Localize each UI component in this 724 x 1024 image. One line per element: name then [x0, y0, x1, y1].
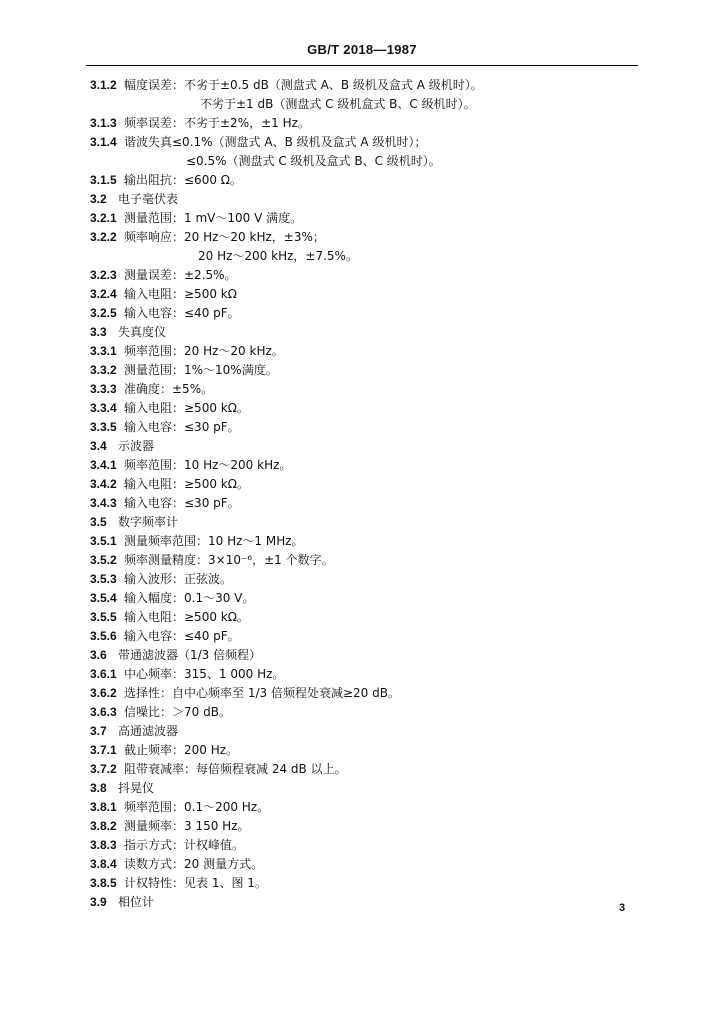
clause-text: 测量误差：±2.5%。 [124, 268, 237, 282]
clause-text: 测量频率：3 150 Hz。 [124, 819, 250, 833]
clause-number: 3.6.1 [90, 667, 117, 681]
clause-3-1-2 [90, 76, 640, 95]
clause-3-6-1 [90, 665, 640, 684]
clause-text: 输入电容：≤40 pF。 [124, 629, 240, 643]
clause-text: ≤0.5%（测盘式 C 级机及盒式 B、C 级机时）。 [186, 154, 441, 168]
clause-number: 3.3.3 [90, 382, 117, 396]
clause-3-1-4 [90, 133, 640, 152]
clause-number: 3.5.4 [90, 591, 117, 605]
clause-text: 信噪比：＞70 dB。 [124, 705, 231, 719]
clause-text: 中心频率：315、1 000 Hz。 [124, 667, 285, 681]
page-number: 3 [619, 902, 626, 914]
clause-number: 3.5.2 [90, 553, 117, 567]
clause-number: 3.2.2 [90, 230, 117, 244]
section-number: 3.5 [90, 515, 107, 529]
section-number: 3.3 [90, 325, 107, 339]
clause-number: 3.2.3 [90, 268, 117, 282]
clause-continuation [90, 95, 640, 114]
clause-text: 输出阻抗：≤600 Ω。 [124, 173, 242, 187]
clause-text: 计权特性：见表 1、图 1。 [124, 876, 267, 890]
clause-text: 输入电容：≤30 pF。 [124, 496, 240, 510]
clause-text: 频率范围：10 Hz～200 kHz。 [124, 458, 292, 472]
section-number: 3.4 [90, 439, 107, 453]
clause-number: 3.3.5 [90, 420, 117, 434]
section-3-8 [90, 779, 640, 798]
clause-3-8-2 [90, 817, 640, 836]
clause-number: 3.7.2 [90, 762, 117, 776]
section-3-3 [90, 323, 640, 342]
clause-number: 3.2.5 [90, 306, 117, 320]
clause-text: 选择性：自中心频率至 1/3 倍频程处衰减≥20 dB。 [124, 686, 400, 700]
clause-3-3-2 [90, 361, 640, 380]
clause-number: 3.2.1 [90, 211, 117, 225]
clause-3-4-2 [90, 475, 640, 494]
clause-text: 输入电容：≤30 pF。 [124, 420, 240, 434]
clause-3-5-1 [90, 532, 640, 551]
clause-number: 3.2.4 [90, 287, 117, 301]
section-3-4 [90, 437, 640, 456]
clause-number: 3.4.3 [90, 496, 117, 510]
section-number: 3.2 [90, 192, 107, 206]
section-number: 3.9 [90, 895, 107, 909]
clause-3-3-1 [90, 342, 640, 361]
clause-text: 20 Hz～200 kHz，±7.5%。 [198, 249, 358, 263]
clause-text: 测量范围：1 mV～100 V 满度。 [124, 211, 303, 225]
section-title: 抖晃仪 [118, 781, 155, 795]
clause-number: 3.4.2 [90, 477, 117, 491]
clause-3-4-3 [90, 494, 640, 513]
clause-text: 输入波形：正弦波。 [124, 572, 233, 586]
clause-3-7-1 [90, 741, 640, 760]
clause-3-5-4 [90, 589, 640, 608]
clause-number: 3.5.5 [90, 610, 117, 624]
section-title: 数字频率计 [118, 515, 179, 529]
clause-3-3-4 [90, 399, 640, 418]
clause-3-2-5 [90, 304, 640, 323]
clause-text: 指示方式：计权峰值。 [124, 838, 245, 852]
document-body [90, 76, 640, 912]
clause-text: 频率范围：0.1～200 Hz。 [124, 800, 270, 814]
clause-3-2-2 [90, 228, 640, 247]
clause-3-7-2 [90, 760, 640, 779]
section-3-2 [90, 190, 640, 209]
clause-number: 3.8.4 [90, 857, 117, 871]
document-header: GB/T 2018—1987 [307, 42, 417, 57]
clause-3-2-1 [90, 209, 640, 228]
clause-number: 3.5.1 [90, 534, 117, 548]
clause-3-6-2 [90, 684, 640, 703]
section-title: 相位计 [118, 895, 155, 909]
clause-number: 3.8.5 [90, 876, 117, 890]
clause-continuation [90, 247, 640, 266]
clause-number: 3.3.4 [90, 401, 117, 415]
clause-text: 截止频率：200 Hz。 [124, 743, 239, 757]
clause-text: 输入幅度：0.1～30 V。 [124, 591, 255, 605]
section-number: 3.7 [90, 724, 107, 738]
section-3-6 [90, 646, 640, 665]
clause-text: 频率响应：20 Hz～20 kHz，±3%； [124, 230, 325, 244]
clause-text: 测量范围：1%～10%满度。 [124, 363, 278, 377]
section-3-7 [90, 722, 640, 741]
clause-3-1-3 [90, 114, 640, 133]
clause-text: 测量频率范围：10 Hz～1 MHz。 [124, 534, 304, 548]
header-rule [86, 65, 638, 66]
clause-text: 输入电阻：≥500 kΩ。 [124, 610, 249, 624]
clause-continuation [90, 152, 640, 171]
clause-3-6-3 [90, 703, 640, 722]
clause-text: 谐波失真≤0.1%（测盘式 A、B 级机及盒式 A 级机时）； [124, 135, 427, 149]
section-3-5 [90, 513, 640, 532]
clause-text: 准确度：±5%。 [124, 382, 214, 396]
clause-3-5-6 [90, 627, 640, 646]
section-title: 高通滤波器 [118, 724, 179, 738]
clause-number: 3.6.3 [90, 705, 117, 719]
clause-number: 3.7.1 [90, 743, 117, 757]
clause-3-2-4 [90, 285, 640, 304]
section-3-9 [90, 893, 640, 912]
clause-text: 频率测量精度：3×10⁻⁶，±1 个数字。 [124, 553, 334, 567]
clause-number: 3.1.3 [90, 116, 117, 130]
section-number: 3.8 [90, 781, 107, 795]
clause-3-1-5 [90, 171, 640, 190]
clause-text: 输入电阻：≥500 kΩ。 [124, 477, 249, 491]
clause-3-5-2 [90, 551, 640, 570]
clause-3-2-3 [90, 266, 640, 285]
clause-3-3-5 [90, 418, 640, 437]
clause-text: 频率范围：20 Hz～20 kHz。 [124, 344, 284, 358]
clause-text: 幅度误差：不劣于±0.5 dB（测盘式 A、B 级机及盒式 A 级机时）。 [124, 78, 483, 92]
clause-number: 3.5.3 [90, 572, 117, 586]
clause-text: 不劣于±1 dB（测盘式 C 级机盒式 B、C 级机时）。 [200, 97, 476, 111]
clause-number: 3.3.1 [90, 344, 117, 358]
clause-text: 读数方式：20 测量方式。 [124, 857, 264, 871]
clause-3-5-5 [90, 608, 640, 627]
clause-3-8-3 [90, 836, 640, 855]
clause-number: 3.5.6 [90, 629, 117, 643]
clause-3-8-5 [90, 874, 640, 893]
section-title: 示波器 [118, 439, 155, 453]
clause-3-5-3 [90, 570, 640, 589]
clause-number: 3.8.2 [90, 819, 117, 833]
clause-number: 3.4.1 [90, 458, 117, 472]
clause-text: 阻带衰减率：每倍频程衰减 24 dB 以上。 [124, 762, 347, 776]
section-title: 电子毫伏表 [118, 192, 179, 206]
clause-text: 输入电阻：≥500 kΩ。 [124, 401, 249, 415]
clause-text: 频率误差：不劣于±2%，±1 Hz。 [124, 116, 310, 130]
clause-3-3-3 [90, 380, 640, 399]
clause-number: 3.1.5 [90, 173, 117, 187]
clause-text: 输入电阻：≥500 kΩ [124, 287, 237, 301]
clause-3-8-4 [90, 855, 640, 874]
clause-3-4-1 [90, 456, 640, 475]
section-number: 3.6 [90, 648, 107, 662]
clause-number: 3.8.1 [90, 800, 117, 814]
clause-number: 3.1.4 [90, 135, 117, 149]
section-title: 失真度仪 [118, 325, 167, 339]
clause-number: 3.3.2 [90, 363, 117, 377]
clause-number: 3.6.2 [90, 686, 117, 700]
clause-number: 3.1.2 [90, 78, 117, 92]
clause-3-8-1 [90, 798, 640, 817]
clause-text: 输入电容：≤40 pF。 [124, 306, 240, 320]
section-title: 带通滤波器（1/3 倍频程） [118, 648, 262, 662]
clause-number: 3.8.3 [90, 838, 117, 852]
